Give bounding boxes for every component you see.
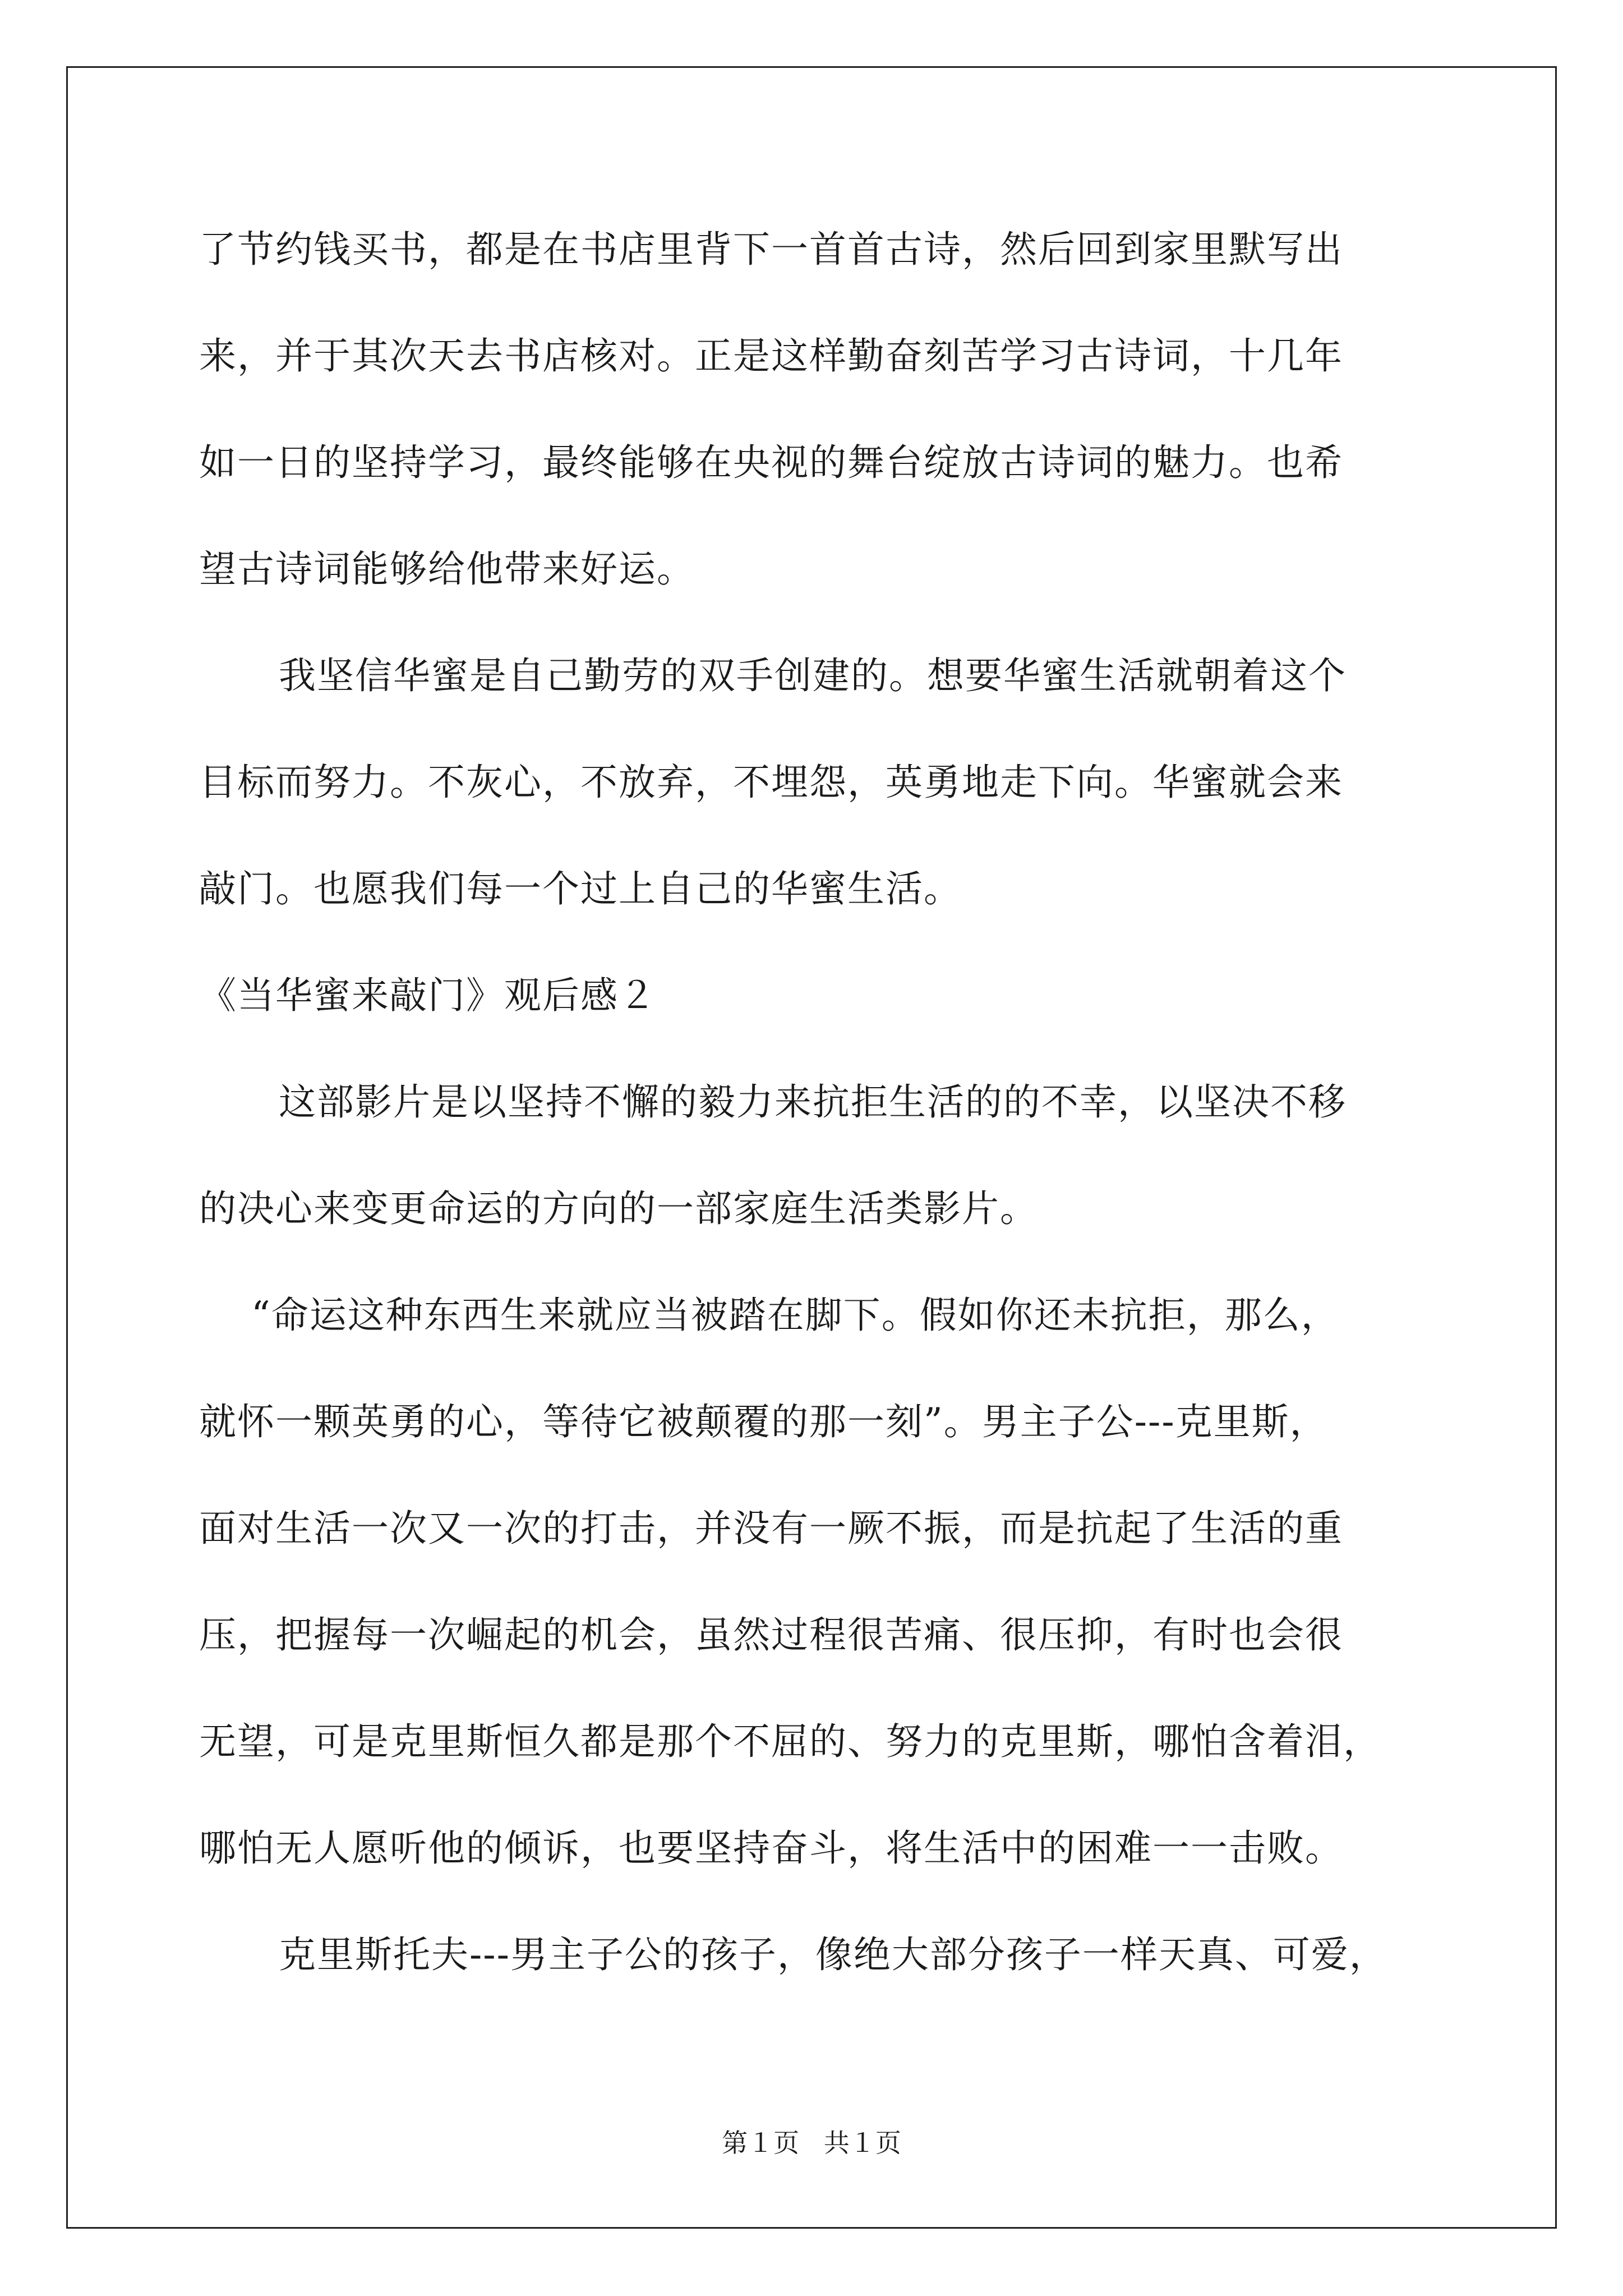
section-heading: 《当华蜜来敲门》观后感２ xyxy=(199,974,657,1017)
text-line-7: 敲门。也愿我们每一个过上自己的华蜜生活。 xyxy=(199,867,962,910)
paragraph-start-3: “命运这种东西生来就应当被踏在脚下。假如你还未抗拒，那么， xyxy=(251,1294,1339,1337)
paragraph-start-2: 这部影片是以坚持不懈的毅力来抗拒生活的的不幸，以坚决不移 xyxy=(279,1080,1347,1124)
paragraph-start-1: 我坚信华蜜是自己勤劳的双手创建的。想要华蜜生活就朝着这个 xyxy=(279,654,1347,697)
text-line-6: 目标而努力。不灰心，不放弃，不埋怨，英勇地走下向。华蜜就会来 xyxy=(199,761,1343,804)
page-footer: 第１页 共１页 xyxy=(722,2128,901,2158)
text-line-14: 压，把握每一次崛起的机会，虽然过程很苦痛、很压抑，有时也会很 xyxy=(199,1613,1343,1657)
text-line-4: 望古诗词能够给他带来好运。 xyxy=(199,547,695,591)
text-line-10: 的决心来变更命运的方向的一部家庭生活类影片。 xyxy=(199,1187,1038,1230)
text-line-3: 如一日的坚持学习，最终能够在央视的舞台绽放古诗词的魅力。也希 xyxy=(199,441,1343,484)
text-line-15: 无望，可是克里斯恒久都是那个不屈的、努力的克里斯，哪怕含着泪， xyxy=(199,1720,1381,1763)
text-line-2: 来，并于其次天去书店核对。正是这样勤奋刻苦学习古诗词，十几年 xyxy=(199,334,1343,378)
paragraph-start-4: 克里斯托夫---男主子公的孩子，像绝大部分孩子一样天真、可爱， xyxy=(279,1933,1387,1976)
page-border xyxy=(66,66,1557,2229)
text-line-13: 面对生活一次又一次的打击，并没有一厥不振，而是抗起了生活的重 xyxy=(199,1507,1343,1550)
text-line-1: 了节约钱买书，都是在书店里背下一首首古诗，然后回到家里默写出 xyxy=(199,228,1343,271)
text-line-12: 就怀一颗英勇的心，等待它被颠覆的那一刻”。男主子公---克里斯， xyxy=(199,1400,1328,1443)
text-line-16: 哪怕无人愿听他的倾诉，也要坚持奋斗，将生活中的困难一一击败。 xyxy=(199,1826,1343,1870)
